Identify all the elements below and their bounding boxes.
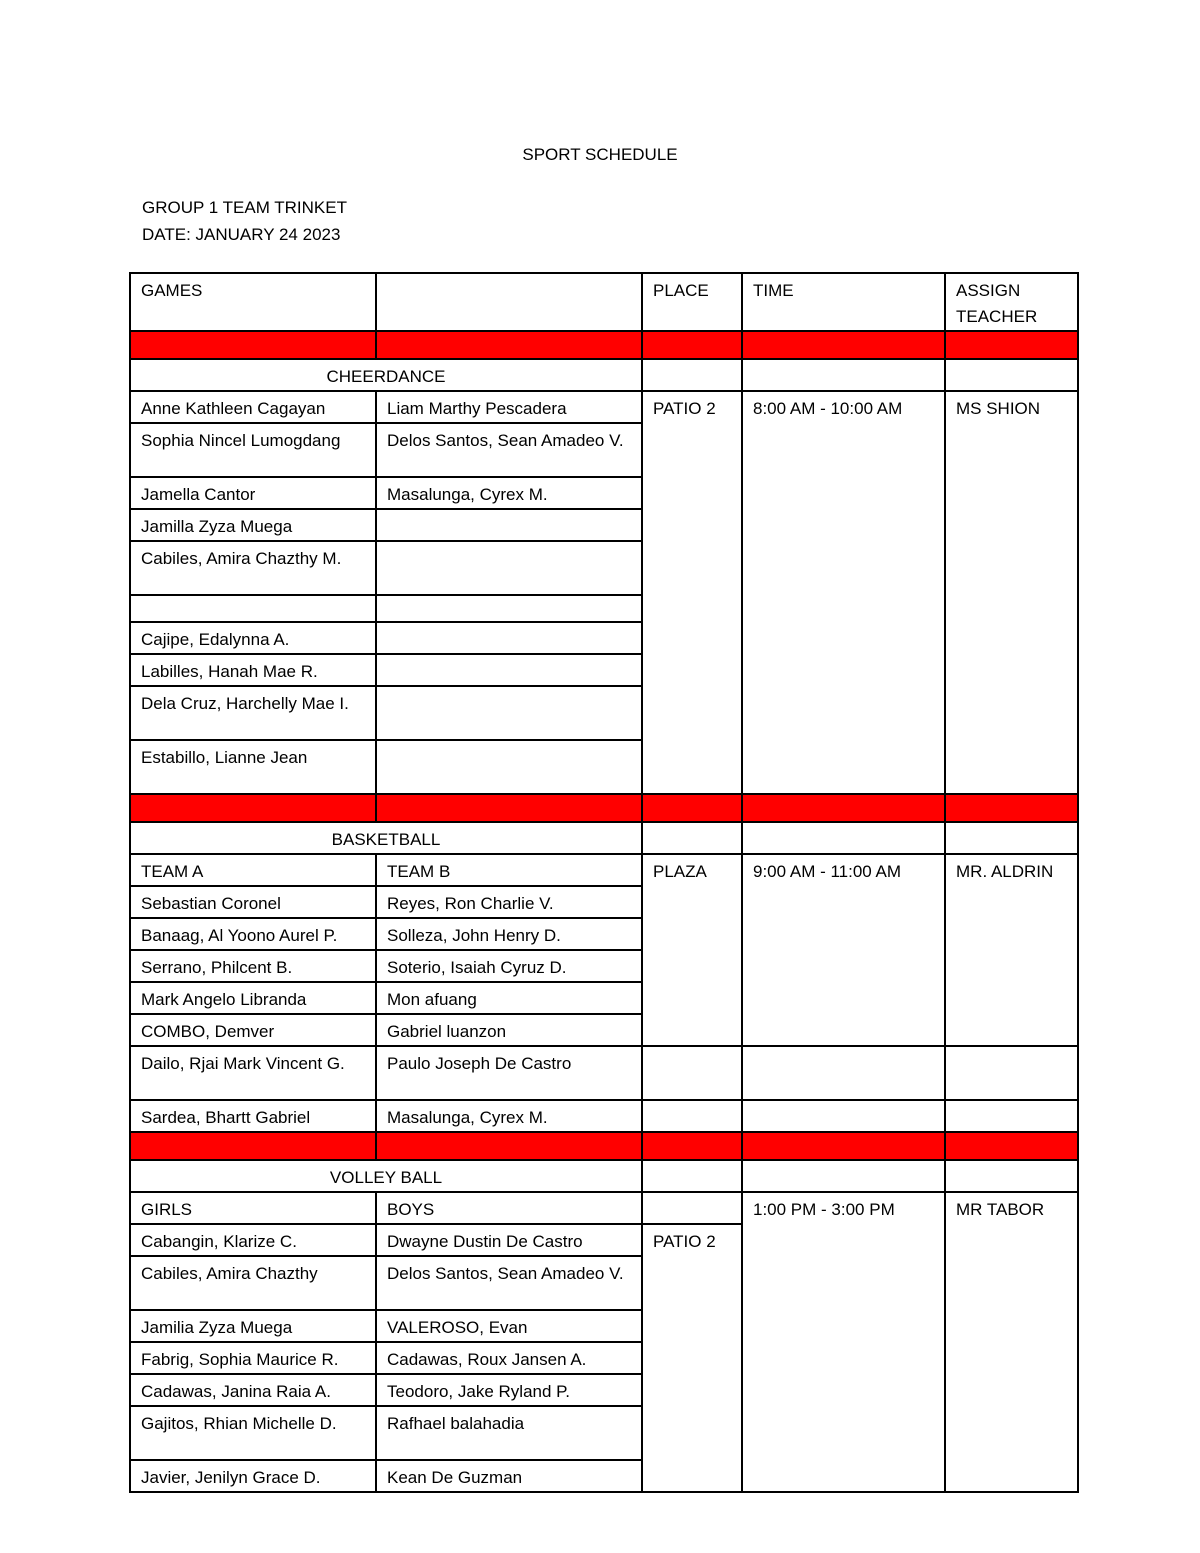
cell: Mon afuang: [376, 982, 642, 1014]
group-label: GROUP 1 TEAM TRINKET: [142, 198, 347, 217]
cell: Reyes, Ron Charlie V.: [376, 886, 642, 918]
cell: [376, 509, 642, 541]
volleyball-place: PATIO 2: [642, 1224, 742, 1492]
cell: Mark Angelo Libranda: [130, 982, 376, 1014]
cell: [376, 686, 642, 740]
section-title-row: [130, 1160, 1078, 1192]
cell: Fabrig, Sophia Maurice R.: [130, 1342, 376, 1374]
cell: Serrano, Philcent B.: [130, 950, 376, 982]
cell: Cabangin, Klarize C.: [130, 1224, 376, 1256]
cell: Masalunga, Cyrex M.: [376, 1100, 642, 1132]
header-place: PLACE: [642, 273, 742, 331]
cell: Estabillo, Lianne Jean: [130, 740, 376, 794]
cell: VALEROSO, Evan: [376, 1310, 642, 1342]
cell: Masalunga, Cyrex M.: [376, 477, 642, 509]
basketball-place: PLAZA: [642, 854, 742, 1046]
cell: Dailo, Rjai Mark Vincent G.: [130, 1046, 376, 1100]
cell: Rafhael balahadia: [376, 1406, 642, 1460]
cell: Solleza, John Henry D.: [376, 918, 642, 950]
cell: Jamella Cantor: [130, 477, 376, 509]
basketball-time: 9:00 AM - 11:00 AM: [742, 854, 945, 1046]
cell: Cabiles, Amira Chazthy M.: [130, 541, 376, 595]
date-label: DATE: JANUARY 24 2023: [142, 225, 341, 244]
section-title-row: [130, 822, 1078, 854]
volleyball-teacher: MR TABOR: [945, 1192, 1078, 1492]
header-time: TIME: [742, 273, 945, 331]
table-row: [130, 1046, 1078, 1100]
cell: COMBO, Demver: [130, 1014, 376, 1046]
cell: Cabiles, Amira Chazthy: [130, 1256, 376, 1310]
cell: Banaag, Al Yoono Aurel P.: [130, 918, 376, 950]
cell: Delos Santos, Sean Amadeo V.: [376, 1256, 642, 1310]
cell: Paulo Joseph De Castro: [376, 1046, 642, 1100]
volleyball-time: 1:00 PM - 3:00 PM: [742, 1192, 945, 1492]
cell: TEAM B: [376, 854, 642, 886]
cell: Sebastian Coronel: [130, 886, 376, 918]
header-teacher: ASSIGN TEACHER: [945, 273, 1078, 331]
cell: Sardea, Bhartt Gabriel: [130, 1100, 376, 1132]
section-title-cheerdance: CHEERDANCE: [130, 359, 642, 391]
cell: Gajitos, Rhian Michelle D.: [130, 1406, 376, 1460]
separator-row: [130, 331, 1078, 359]
cell: Labilles, Hanah Mae R.: [130, 654, 376, 686]
cell: Javier, Jenilyn Grace D.: [130, 1460, 376, 1492]
cell: Sophia Nincel Lumogdang: [130, 423, 376, 477]
section-title-row: [130, 359, 1078, 391]
cell: Liam Marthy Pescadera: [376, 391, 642, 423]
cell: Soterio, Isaiah Cyruz D.: [376, 950, 642, 982]
table-row: [130, 854, 1078, 886]
separator-row: [130, 1132, 1078, 1160]
cell: BOYS: [376, 1192, 642, 1224]
cell: Jamilia Zyza Muega: [130, 1310, 376, 1342]
cell: Delos Santos, Sean Amadeo V.: [376, 423, 642, 477]
header-blank: [376, 273, 642, 331]
table-row: [130, 391, 1078, 423]
cell: Teodoro, Jake Ryland P.: [376, 1374, 642, 1406]
table-row: [130, 1192, 1078, 1224]
cell: Anne Kathleen Cagayan: [130, 391, 376, 423]
cell: Dwayne Dustin De Castro: [376, 1224, 642, 1256]
basketball-teacher: MR. ALDRIN: [945, 854, 1078, 1046]
cell: [376, 541, 642, 595]
cell: GIRLS: [130, 1192, 376, 1224]
cell: Gabriel luanzon: [376, 1014, 642, 1046]
cell: [376, 595, 642, 622]
table-row: [130, 1100, 1078, 1132]
cell: Cajipe, Edalynna A.: [130, 622, 376, 654]
section-title-volleyball: VOLLEY BALL: [130, 1160, 642, 1192]
separator-row: [130, 794, 1078, 822]
cell: [376, 622, 642, 654]
cheerdance-teacher: MS SHION: [945, 391, 1078, 794]
cheerdance-place: PATIO 2: [642, 391, 742, 794]
cell: [130, 595, 376, 622]
cell: Kean De Guzman: [376, 1460, 642, 1492]
cell: TEAM A: [130, 854, 376, 886]
cell: Jamilla Zyza Muega: [130, 509, 376, 541]
section-title-basketball: BASKETBALL: [130, 822, 642, 854]
page-title: SPORT SCHEDULE: [522, 145, 678, 164]
cell: Cadawas, Janina Raia A.: [130, 1374, 376, 1406]
cheerdance-time: 8:00 AM - 10:00 AM: [742, 391, 945, 794]
schedule-table: [129, 272, 1079, 1493]
cell: [376, 740, 642, 794]
header-row: [130, 273, 1078, 331]
header-games: GAMES: [130, 273, 376, 331]
cell: Cadawas, Roux Jansen A.: [376, 1342, 642, 1374]
cell: [376, 654, 642, 686]
cell: Dela Cruz, Harchelly Mae I.: [130, 686, 376, 740]
